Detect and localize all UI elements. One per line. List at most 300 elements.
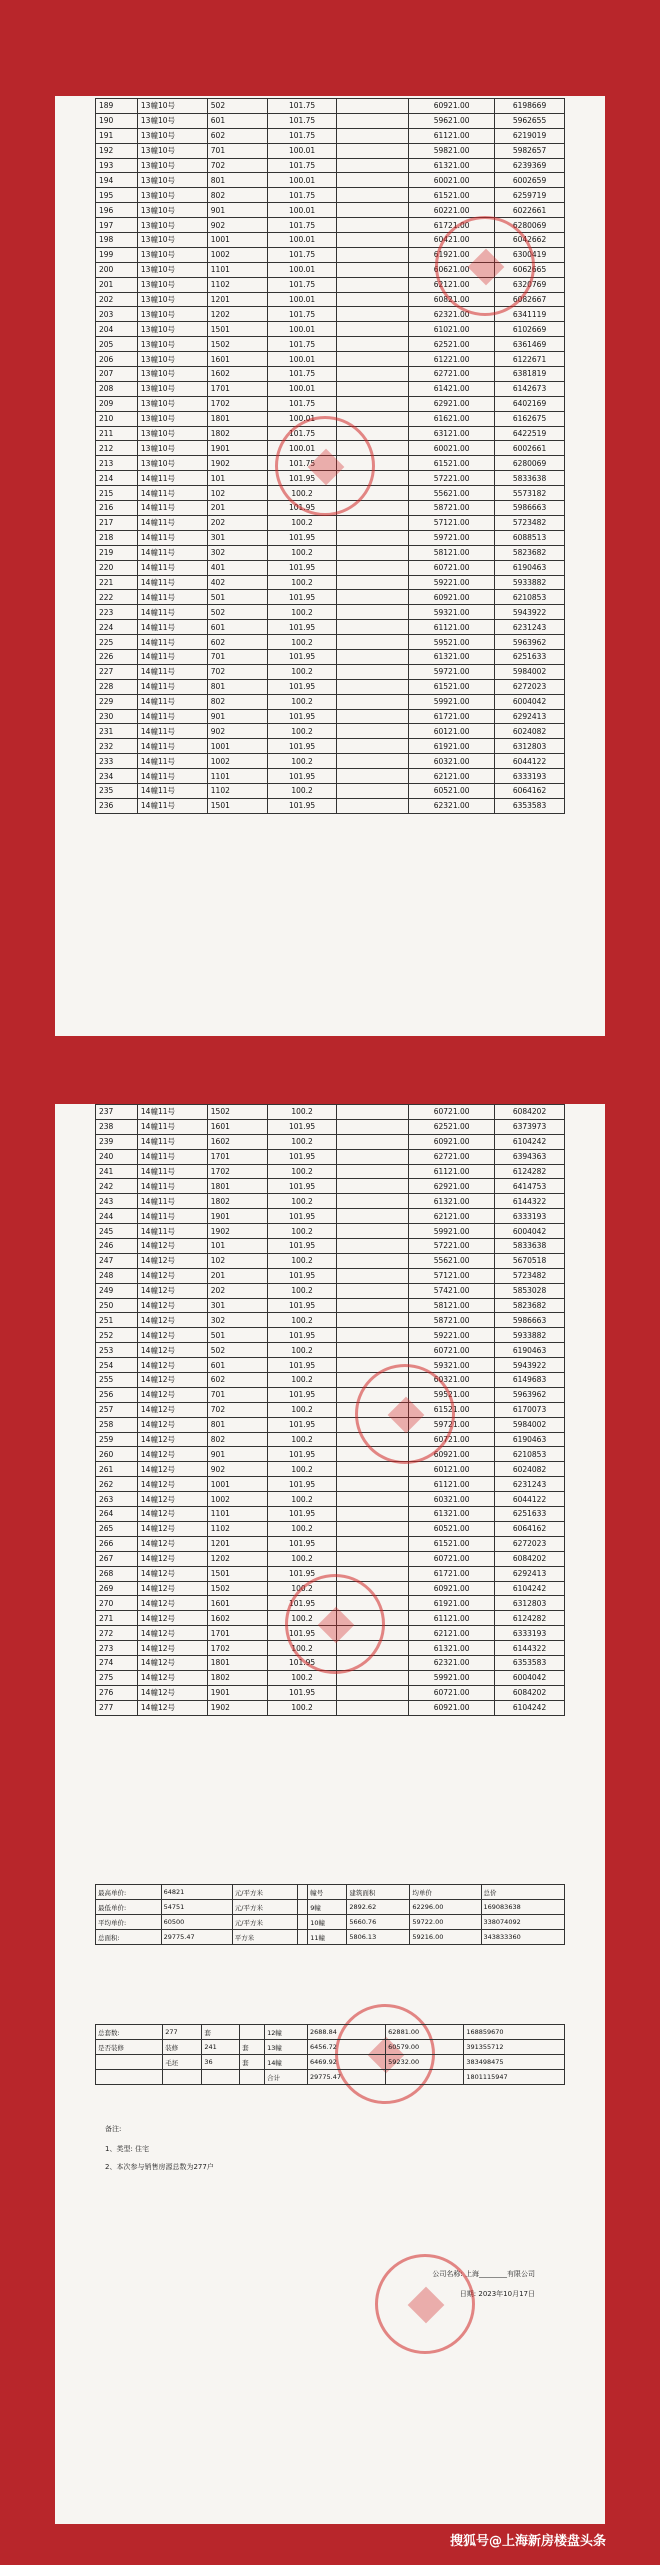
table-cell: 100.2 bbox=[267, 1164, 337, 1179]
table-cell bbox=[337, 635, 409, 650]
table-cell: 6190463 bbox=[495, 1432, 565, 1447]
table-row bbox=[96, 515, 565, 530]
table-cell: 702 bbox=[207, 158, 267, 173]
table-cell: 5962655 bbox=[495, 113, 565, 128]
table-cell: 208 bbox=[96, 381, 138, 396]
table-cell: 29775.47 bbox=[161, 1930, 232, 1945]
table-cell: 101.75 bbox=[267, 337, 337, 352]
table-cell: 6124282 bbox=[495, 1164, 565, 1179]
table-cell: 6353583 bbox=[495, 1655, 565, 1670]
table-cell bbox=[337, 188, 409, 203]
table-cell bbox=[337, 783, 409, 798]
table-cell: 60721.00 bbox=[409, 1685, 495, 1700]
table-cell: 13幢10号 bbox=[137, 396, 207, 411]
table-row bbox=[96, 367, 565, 382]
table-cell bbox=[337, 158, 409, 173]
table-cell: 301 bbox=[207, 530, 267, 545]
table-row bbox=[96, 2070, 565, 2085]
table-cell bbox=[337, 1626, 409, 1641]
table-cell bbox=[337, 456, 409, 471]
table-cell: 100.01 bbox=[267, 381, 337, 396]
table-cell: 101.95 bbox=[267, 1268, 337, 1283]
table-cell bbox=[337, 1164, 409, 1179]
table-cell bbox=[337, 247, 409, 262]
table-row bbox=[96, 1885, 565, 1900]
table-cell bbox=[337, 1581, 409, 1596]
table-cell: 60721.00 bbox=[409, 1432, 495, 1447]
price-table-2 bbox=[95, 1104, 565, 1716]
table-cell: 6084202 bbox=[495, 1551, 565, 1566]
table-cell bbox=[337, 113, 409, 128]
table-cell: 14幢11号 bbox=[137, 1134, 207, 1149]
table-cell: 61121.00 bbox=[409, 620, 495, 635]
table-cell: 6124282 bbox=[495, 1611, 565, 1626]
table-cell: 257 bbox=[96, 1402, 138, 1417]
table-cell bbox=[337, 1253, 409, 1268]
table-cell bbox=[337, 649, 409, 664]
table-cell bbox=[337, 292, 409, 307]
table-cell: 201 bbox=[207, 501, 267, 516]
table-cell: 60921.00 bbox=[409, 1700, 495, 1715]
table-cell: 100.2 bbox=[267, 1313, 337, 1328]
table-cell: 1501 bbox=[207, 1566, 267, 1581]
table-cell: 230 bbox=[96, 709, 138, 724]
table-cell: 14幢11号 bbox=[137, 605, 207, 620]
table-cell: 100.2 bbox=[267, 1670, 337, 1685]
table-cell: 57221.00 bbox=[409, 471, 495, 486]
table-cell: 221 bbox=[96, 575, 138, 590]
table-cell: 6272023 bbox=[495, 1536, 565, 1551]
table-row bbox=[96, 1641, 565, 1656]
table-cell: 6149683 bbox=[495, 1373, 565, 1388]
table-cell: 6394363 bbox=[495, 1149, 565, 1164]
table-cell: 1501 bbox=[207, 798, 267, 813]
table-cell: 5573182 bbox=[495, 486, 565, 501]
table-cell: 244 bbox=[96, 1209, 138, 1224]
table-cell: 199 bbox=[96, 247, 138, 262]
table-cell: 1801 bbox=[207, 411, 267, 426]
table-cell: 14幢12号 bbox=[137, 1447, 207, 1462]
table-cell: 1001 bbox=[207, 1477, 267, 1492]
table-cell: 14幢12号 bbox=[137, 1253, 207, 1268]
table-cell: 57221.00 bbox=[409, 1239, 495, 1254]
table-cell: 10幢 bbox=[308, 1915, 347, 1930]
table-cell: 6373973 bbox=[495, 1119, 565, 1134]
table-cell: 14幢12号 bbox=[137, 1239, 207, 1254]
table-cell bbox=[337, 1387, 409, 1402]
table-cell: 61521.00 bbox=[409, 679, 495, 694]
table-cell: 6312803 bbox=[495, 739, 565, 754]
table-cell: 250 bbox=[96, 1298, 138, 1313]
table-cell: 61121.00 bbox=[409, 1477, 495, 1492]
table-cell: 59921.00 bbox=[409, 694, 495, 709]
table-cell: 801 bbox=[207, 679, 267, 694]
table-cell: 191 bbox=[96, 128, 138, 143]
table-cell: 226 bbox=[96, 649, 138, 664]
table-row bbox=[96, 1611, 565, 1626]
table-cell bbox=[337, 411, 409, 426]
table-cell: 14幢12号 bbox=[137, 1462, 207, 1477]
table-row bbox=[96, 128, 565, 143]
table-cell: 13幢10号 bbox=[137, 99, 207, 114]
table-cell: 11幢 bbox=[308, 1930, 347, 1945]
table-cell: 62296.00 bbox=[410, 1900, 481, 1915]
table-cell: 14幢12号 bbox=[137, 1268, 207, 1283]
table-cell: 62121.00 bbox=[409, 1209, 495, 1224]
table-cell bbox=[337, 1179, 409, 1194]
table-cell: 241 bbox=[96, 1164, 138, 1179]
table-cell bbox=[337, 1521, 409, 1536]
table-cell: 1902 bbox=[207, 1700, 267, 1715]
table-cell: 6170073 bbox=[495, 1402, 565, 1417]
table-cell: 套 bbox=[240, 2040, 265, 2055]
table-cell: 266 bbox=[96, 1536, 138, 1551]
table-cell bbox=[337, 515, 409, 530]
table-cell: 101.95 bbox=[267, 739, 337, 754]
table-cell: 建筑面积 bbox=[347, 1885, 410, 1900]
table-cell: 274 bbox=[96, 1655, 138, 1670]
table-cell bbox=[337, 441, 409, 456]
table-cell: 338074092 bbox=[481, 1915, 565, 1930]
table-cell bbox=[337, 1119, 409, 1134]
table-row bbox=[96, 530, 565, 545]
table-cell: 251 bbox=[96, 1313, 138, 1328]
table-cell: 101 bbox=[207, 471, 267, 486]
table-cell: 270 bbox=[96, 1596, 138, 1611]
table-cell: 套 bbox=[240, 2055, 265, 2070]
table-cell: 1601 bbox=[207, 1596, 267, 1611]
table-cell: 1901 bbox=[207, 1209, 267, 1224]
table-cell: 5833638 bbox=[495, 1239, 565, 1254]
table-cell: 6142673 bbox=[495, 381, 565, 396]
table-cell bbox=[337, 1432, 409, 1447]
table-row bbox=[96, 381, 565, 396]
table-cell: 62321.00 bbox=[409, 1655, 495, 1670]
table-cell bbox=[337, 1298, 409, 1313]
table-cell bbox=[337, 233, 409, 248]
table-row bbox=[96, 620, 565, 635]
table-row bbox=[96, 277, 565, 292]
table-cell: 267 bbox=[96, 1551, 138, 1566]
table-row bbox=[96, 233, 565, 248]
table-cell: 1901 bbox=[207, 441, 267, 456]
table-cell: 192 bbox=[96, 143, 138, 158]
table-cell bbox=[337, 143, 409, 158]
table-cell: 258 bbox=[96, 1417, 138, 1432]
table-cell: 14幢11号 bbox=[137, 769, 207, 784]
table-cell: 61121.00 bbox=[409, 1164, 495, 1179]
table-cell: 6044122 bbox=[495, 754, 565, 769]
table-cell: 14幢11号 bbox=[137, 649, 207, 664]
table-cell: 13幢10号 bbox=[137, 381, 207, 396]
table-cell: 59221.00 bbox=[409, 575, 495, 590]
table-cell: 602 bbox=[207, 128, 267, 143]
table-cell: 13幢10号 bbox=[137, 426, 207, 441]
table-cell: 100.01 bbox=[267, 143, 337, 158]
table-cell: 190 bbox=[96, 113, 138, 128]
table-row bbox=[96, 396, 565, 411]
table-cell: 202 bbox=[207, 1283, 267, 1298]
table-cell: 227 bbox=[96, 664, 138, 679]
table-cell: 14幢11号 bbox=[137, 664, 207, 679]
table-cell: 1502 bbox=[207, 337, 267, 352]
table-cell: 61921.00 bbox=[409, 1596, 495, 1611]
table-cell bbox=[337, 203, 409, 218]
table-cell: 6210853 bbox=[495, 590, 565, 605]
table-cell: 100.2 bbox=[267, 1700, 337, 1715]
table-cell: 13幢10号 bbox=[137, 188, 207, 203]
table-cell bbox=[337, 724, 409, 739]
table-cell: 101.95 bbox=[267, 1358, 337, 1373]
table-cell: 262 bbox=[96, 1477, 138, 1492]
table-cell: 255 bbox=[96, 1373, 138, 1388]
table-cell: 59321.00 bbox=[409, 1358, 495, 1373]
table-cell bbox=[337, 605, 409, 620]
table-cell: 14幢12号 bbox=[137, 1596, 207, 1611]
table-cell: 14幢12号 bbox=[137, 1417, 207, 1432]
table-cell: 802 bbox=[207, 1432, 267, 1447]
table-cell: 101.95 bbox=[267, 530, 337, 545]
table-cell: 1201 bbox=[207, 1536, 267, 1551]
table-row bbox=[96, 1432, 565, 1447]
table-cell: 13幢10号 bbox=[137, 322, 207, 337]
table-cell bbox=[337, 560, 409, 575]
table-cell: 6251633 bbox=[495, 649, 565, 664]
table-cell: 101.75 bbox=[267, 128, 337, 143]
table-row bbox=[96, 262, 565, 277]
table-cell bbox=[337, 545, 409, 560]
table-cell: 6082667 bbox=[495, 292, 565, 307]
table-cell bbox=[337, 1536, 409, 1551]
table-cell: 59921.00 bbox=[409, 1224, 495, 1239]
table-row bbox=[96, 1194, 565, 1209]
table-row bbox=[96, 1507, 565, 1522]
table-cell: 合计 bbox=[265, 2070, 308, 2085]
table-cell: 5984002 bbox=[495, 1417, 565, 1432]
table-cell bbox=[337, 426, 409, 441]
table-cell: 62881.00 bbox=[386, 2025, 464, 2040]
table-cell bbox=[337, 1209, 409, 1224]
table-cell: 14幢11号 bbox=[137, 560, 207, 575]
table-cell: 1802 bbox=[207, 1194, 267, 1209]
table-cell bbox=[96, 2055, 163, 2070]
table-cell: 1702 bbox=[207, 1164, 267, 1179]
table-cell: 13幢10号 bbox=[137, 113, 207, 128]
table-row bbox=[96, 605, 565, 620]
table-cell: 62921.00 bbox=[409, 1179, 495, 1194]
table-cell: 13幢10号 bbox=[137, 456, 207, 471]
table-cell: 6210853 bbox=[495, 1447, 565, 1462]
table-cell: 60500 bbox=[161, 1915, 232, 1930]
table-row bbox=[96, 1492, 565, 1507]
table-cell: 1701 bbox=[207, 1149, 267, 1164]
table-cell: 6300419 bbox=[495, 247, 565, 262]
table-cell: 55621.00 bbox=[409, 1253, 495, 1268]
table-cell: 14幢12号 bbox=[137, 1313, 207, 1328]
table-row bbox=[96, 1655, 565, 1670]
table-row bbox=[96, 769, 565, 784]
table-cell: 元/平方米 bbox=[232, 1900, 298, 1915]
table-cell: 6084202 bbox=[495, 1685, 565, 1700]
table-cell: 1101 bbox=[207, 1507, 267, 1522]
table-cell bbox=[240, 2070, 265, 2085]
table-row bbox=[96, 679, 565, 694]
table-cell: 801 bbox=[207, 173, 267, 188]
table-cell: 60121.00 bbox=[409, 724, 495, 739]
table-cell: 60421.00 bbox=[409, 233, 495, 248]
table-cell: 237 bbox=[96, 1105, 138, 1120]
table-cell: 5853028 bbox=[495, 1283, 565, 1298]
table-row bbox=[96, 590, 565, 605]
table-cell: 100.2 bbox=[267, 1373, 337, 1388]
table-cell: 元/平方米 bbox=[232, 1915, 298, 1930]
table-cell: 61721.00 bbox=[409, 218, 495, 233]
summary-table-2 bbox=[95, 2024, 565, 2085]
table-cell: 13幢 bbox=[265, 2040, 308, 2055]
table-cell: 6361469 bbox=[495, 337, 565, 352]
table-cell: 6312803 bbox=[495, 1596, 565, 1611]
table-cell: 402 bbox=[207, 575, 267, 590]
table-cell: 101.95 bbox=[267, 1447, 337, 1462]
table-cell bbox=[337, 486, 409, 501]
table-cell: 61721.00 bbox=[409, 709, 495, 724]
table-cell: 209 bbox=[96, 396, 138, 411]
table-cell bbox=[337, 322, 409, 337]
table-cell: 61321.00 bbox=[409, 1641, 495, 1656]
table-cell: 6004042 bbox=[495, 1670, 565, 1685]
table-cell: 201 bbox=[207, 1268, 267, 1283]
table-cell bbox=[202, 2070, 240, 2085]
table-row bbox=[96, 1685, 565, 1700]
table-cell bbox=[337, 679, 409, 694]
table-cell: 12幢 bbox=[265, 2025, 308, 2040]
table-cell bbox=[337, 218, 409, 233]
table-cell: 101.95 bbox=[267, 1387, 337, 1402]
table-cell: 196 bbox=[96, 203, 138, 218]
table-row bbox=[96, 99, 565, 114]
table-cell: 60721.00 bbox=[409, 1105, 495, 1120]
table-cell: 102 bbox=[207, 1253, 267, 1268]
table-cell: 13幢10号 bbox=[137, 292, 207, 307]
table-cell: 14幢12号 bbox=[137, 1477, 207, 1492]
table-cell: 100.2 bbox=[267, 1432, 337, 1447]
table-cell: 101.75 bbox=[267, 99, 337, 114]
table-cell: 60721.00 bbox=[409, 560, 495, 575]
table-cell: 6320769 bbox=[495, 277, 565, 292]
table-cell: 701 bbox=[207, 143, 267, 158]
table-cell: 302 bbox=[207, 1313, 267, 1328]
table-cell: 1701 bbox=[207, 1626, 267, 1641]
table-cell: 101.95 bbox=[267, 620, 337, 635]
table-cell: 217 bbox=[96, 515, 138, 530]
table-cell: 14幢12号 bbox=[137, 1551, 207, 1566]
table-cell: 60921.00 bbox=[409, 590, 495, 605]
table-row bbox=[96, 501, 565, 516]
table-cell: 902 bbox=[207, 1462, 267, 1477]
table-cell: 61521.00 bbox=[409, 188, 495, 203]
table-cell bbox=[337, 1700, 409, 1715]
table-cell: 13幢10号 bbox=[137, 233, 207, 248]
table-cell: 14幢11号 bbox=[137, 798, 207, 813]
table-cell: 100.01 bbox=[267, 173, 337, 188]
table-cell: 100.01 bbox=[267, 203, 337, 218]
table-cell: 59621.00 bbox=[409, 113, 495, 128]
table-cell: 100.01 bbox=[267, 233, 337, 248]
table-cell: 214 bbox=[96, 471, 138, 486]
table-cell bbox=[96, 2070, 163, 2085]
table-cell bbox=[337, 1685, 409, 1700]
table-cell bbox=[163, 2070, 202, 2085]
table-cell: 套 bbox=[202, 2025, 240, 2040]
table-row bbox=[96, 1477, 565, 1492]
table-cell: 61321.00 bbox=[409, 158, 495, 173]
table-cell: 6190463 bbox=[495, 1343, 565, 1358]
table-cell: 101.95 bbox=[267, 709, 337, 724]
table-cell: 902 bbox=[207, 218, 267, 233]
table-cell: 276 bbox=[96, 1685, 138, 1700]
table-cell: 1602 bbox=[207, 1611, 267, 1626]
table-row bbox=[96, 292, 565, 307]
table-row bbox=[96, 1402, 565, 1417]
table-cell: 6044122 bbox=[495, 1492, 565, 1507]
table-cell bbox=[337, 128, 409, 143]
remark-label: 备注: bbox=[105, 2125, 122, 2133]
table-cell: 14幢12号 bbox=[137, 1402, 207, 1417]
table-row bbox=[96, 337, 565, 352]
table-cell: 245 bbox=[96, 1224, 138, 1239]
table-cell: 100.2 bbox=[267, 724, 337, 739]
table-cell: 14幢11号 bbox=[137, 679, 207, 694]
table-cell: 1602 bbox=[207, 1134, 267, 1149]
table-row bbox=[96, 1700, 565, 1715]
table-cell: 6064162 bbox=[495, 783, 565, 798]
table-row bbox=[96, 352, 565, 367]
table-row bbox=[96, 247, 565, 262]
table-cell: 702 bbox=[207, 664, 267, 679]
table-cell: 195 bbox=[96, 188, 138, 203]
table-row bbox=[96, 1447, 565, 1462]
table-cell: 59722.00 bbox=[410, 1915, 481, 1930]
table-cell: 5943922 bbox=[495, 1358, 565, 1373]
table-cell: 13幢10号 bbox=[137, 262, 207, 277]
table-row bbox=[96, 560, 565, 575]
table-row bbox=[96, 411, 565, 426]
table-cell: 101.95 bbox=[267, 1626, 337, 1641]
table-cell: 235 bbox=[96, 783, 138, 798]
table-cell: 100.01 bbox=[267, 411, 337, 426]
table-row bbox=[96, 1239, 565, 1254]
table-cell: 271 bbox=[96, 1611, 138, 1626]
table-cell: 6002661 bbox=[495, 441, 565, 456]
table-cell: 193 bbox=[96, 158, 138, 173]
table-cell: 13幢10号 bbox=[137, 173, 207, 188]
table-cell bbox=[337, 1328, 409, 1343]
table-cell: 59216.00 bbox=[410, 1930, 481, 1945]
table-cell: 229 bbox=[96, 694, 138, 709]
table-cell: 100.2 bbox=[267, 1402, 337, 1417]
table-row bbox=[96, 1268, 565, 1283]
table-row bbox=[96, 1164, 565, 1179]
table-cell: 1201 bbox=[207, 292, 267, 307]
table-cell: 501 bbox=[207, 1328, 267, 1343]
table-cell: 401 bbox=[207, 560, 267, 575]
table-cell: 1102 bbox=[207, 1521, 267, 1536]
table-row bbox=[96, 426, 565, 441]
table-cell: 202 bbox=[207, 515, 267, 530]
table-row bbox=[96, 173, 565, 188]
table-cell: 100.2 bbox=[267, 1105, 337, 1120]
table-cell: 1202 bbox=[207, 1551, 267, 1566]
